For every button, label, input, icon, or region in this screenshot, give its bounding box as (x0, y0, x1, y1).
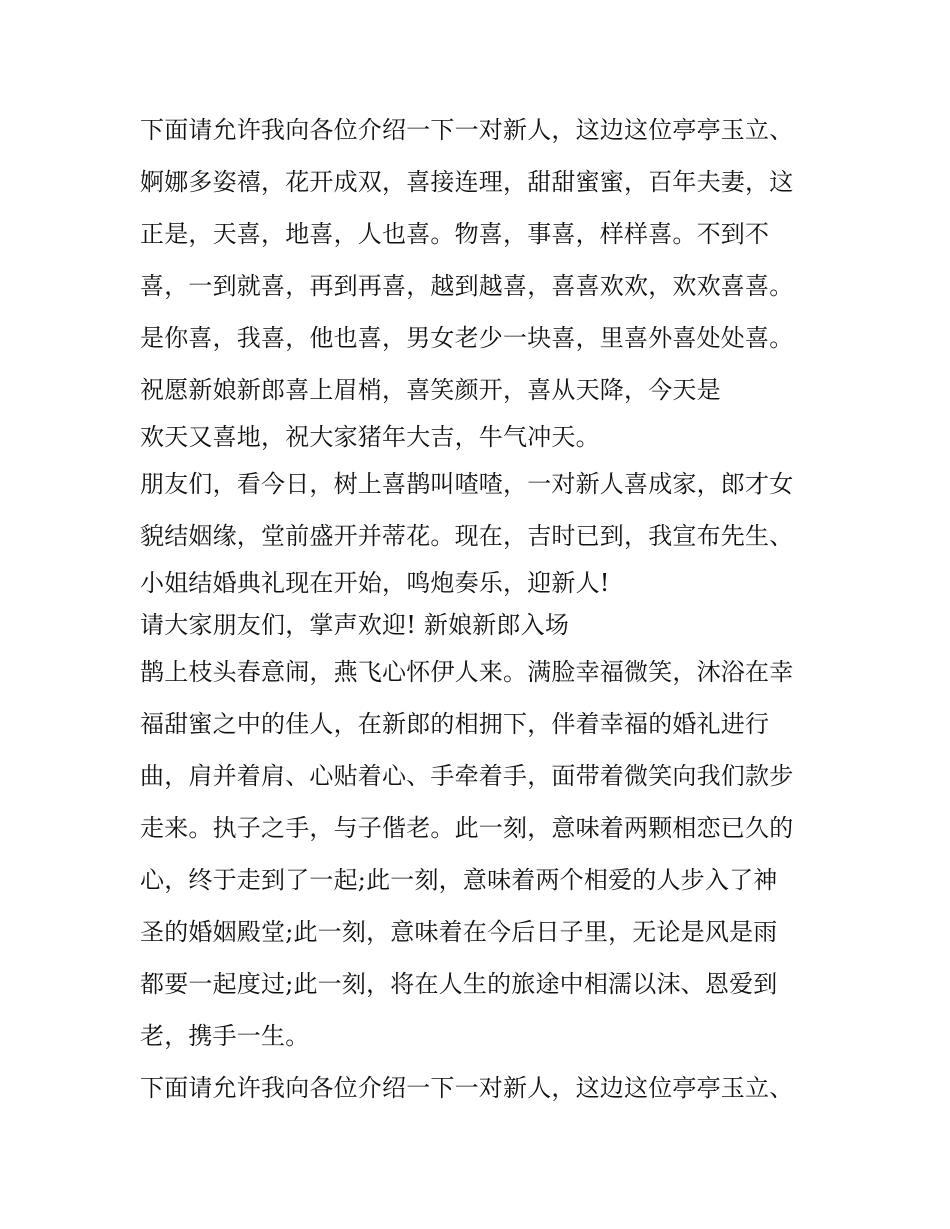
text-line: 下面请允许我向各位介绍一下一对新人，这边这位亭亭玉立、 (140, 1074, 794, 1102)
text-line: 走来。执子之手，与子偕老。此一刻，意味着两颗相恋已久的 (140, 814, 794, 842)
text-line: 都要一起度过;此一刻，将在人生的旅途中相濡以沫、恩爱到 (140, 970, 778, 998)
text-line: 老，携手一生。 (140, 1022, 310, 1050)
text-line: 曲，肩并着肩、心贴着心、手牵着手，面带着微笑向我们款步 (140, 762, 794, 790)
text-line: 喜，一到就喜，再到再喜，越到越喜，喜喜欢欢，欢欢喜喜。 (140, 272, 794, 300)
text-line: 欢天又喜地，祝大家猪年大吉，牛气冲天。 (140, 423, 600, 451)
text-line: 貌结姻缘，堂前盛开并蒂花。现在，吉时已到，我宣布先生、 (140, 522, 794, 550)
text-line: 鹊上枝头春意闹，燕飞心怀伊人来。满脸幸福微笑，沐浴在幸 (140, 658, 794, 686)
text-line: 是你喜，我喜，他也喜，男女老少一块喜，里喜外喜处处喜。 (140, 324, 794, 352)
text-line: 圣的婚姻殿堂;此一刻，意味着在今后日子里，无论是风是雨 (140, 918, 778, 946)
text-line: 朋友们，看今日，树上喜鹊叫喳喳，一对新人喜成家，郎才女 (140, 470, 794, 498)
text-line: 小姐结婚典礼现在开始，鸣炮奏乐，迎新人! (140, 569, 610, 597)
text-line: 心，终于走到了一起;此一刻，意味着两个相爱的人步入了神 (140, 866, 778, 894)
text-line: 正是，天喜，地喜，人也喜。物喜，事喜，样样喜。不到不 (140, 220, 770, 248)
text-line: 请大家朋友们，掌声欢迎! 新娘新郎入场 (140, 611, 570, 639)
text-line: 婀娜多姿禧，花开成双，喜接连理，甜甜蜜蜜，百年夫妻，这 (140, 168, 794, 196)
document-body (140, 104, 820, 1114)
text-line: 下面请允许我向各位介绍一下一对新人，这边这位亭亭玉立、 (140, 116, 794, 144)
text-line: 福甜蜜之中的佳人，在新郎的相拥下，伴着幸福的婚礼进行 (140, 710, 770, 738)
text-line: 祝愿新娘新郎喜上眉梢，喜笑颜开，喜从天降，今天是 (140, 376, 721, 404)
